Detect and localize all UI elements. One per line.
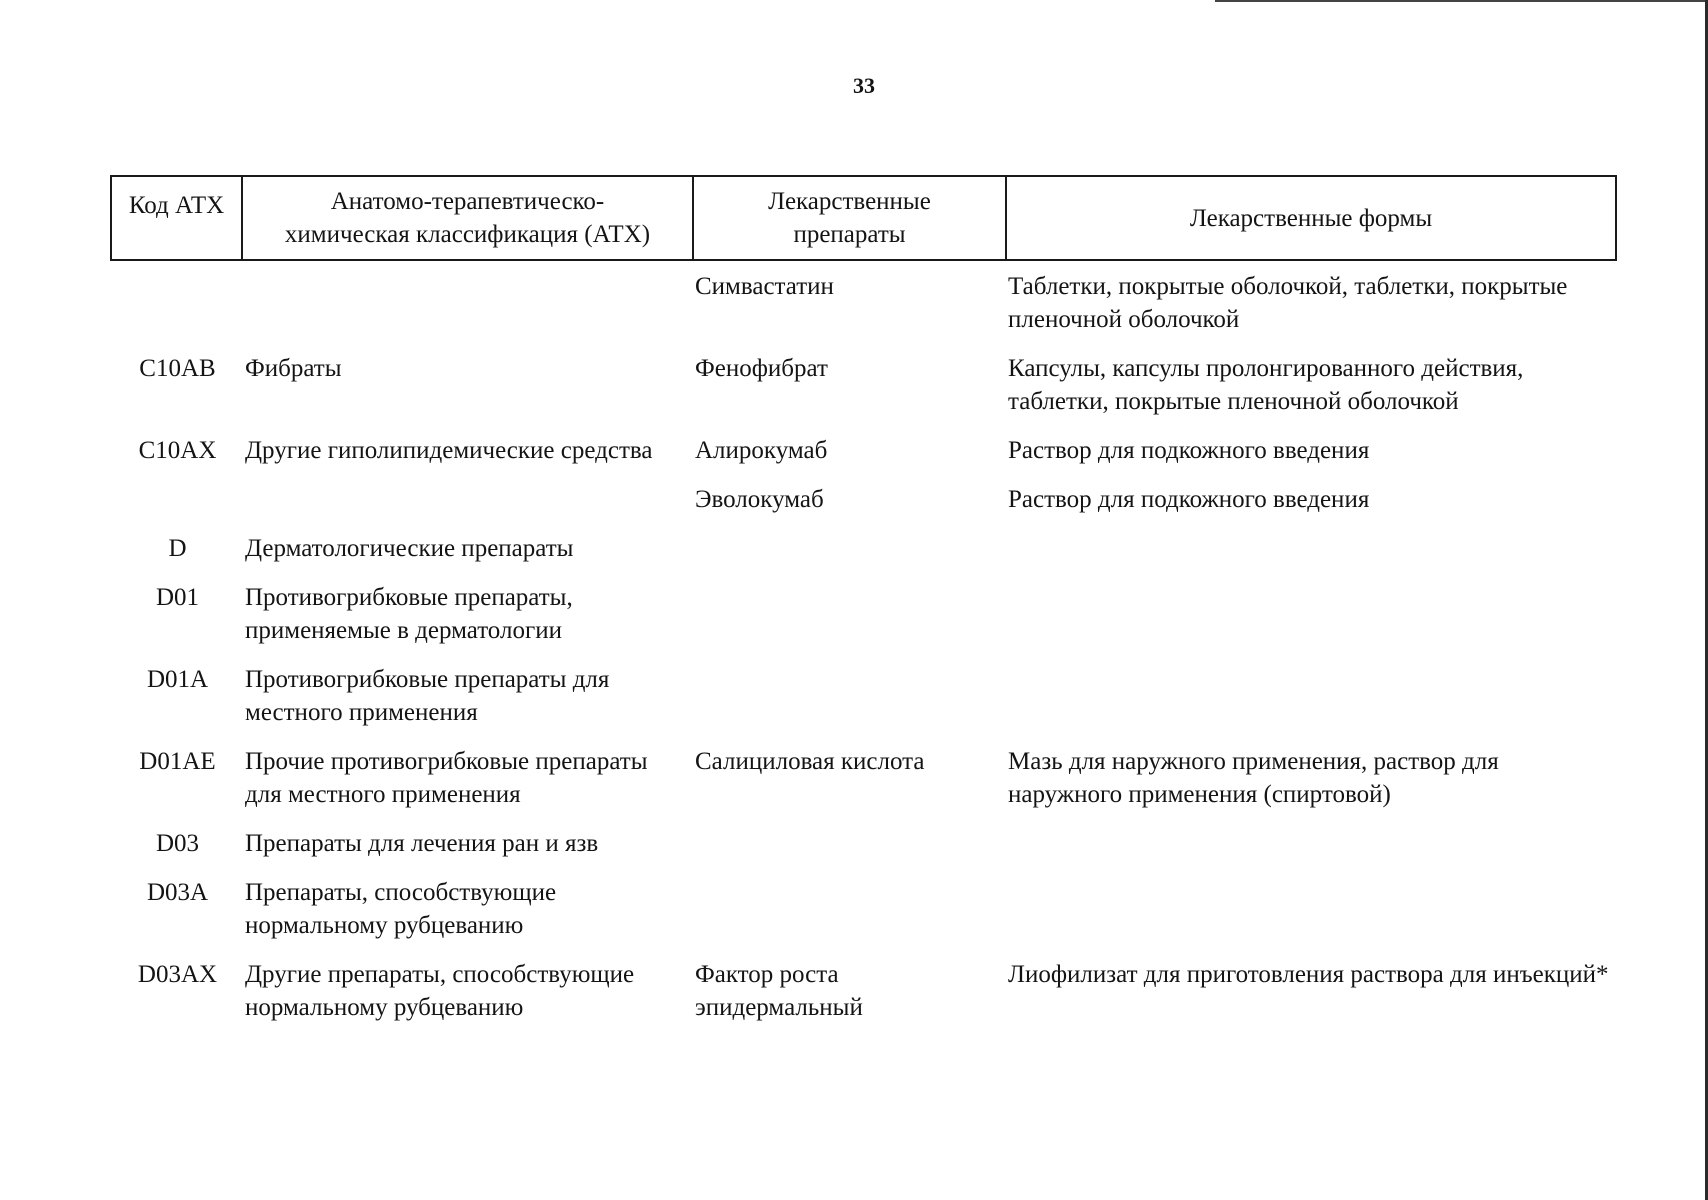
drug-cell <box>689 270 1002 336</box>
drug-cell <box>689 434 1002 516</box>
dosage-form: Таблетки, покрытые оболочкой, таблетки, покрытые пленочной оболочкой <box>1008 273 1568 333</box>
drug-cell <box>689 876 1002 942</box>
drug-cell <box>689 663 1002 729</box>
drug-cell <box>689 532 1002 565</box>
dosage-form: Мазь для наружного применения, раствор для наружного применения (спиртовой) <box>1008 748 1499 808</box>
drug-cell <box>689 352 1002 418</box>
atc-classification: Противогрибковые препараты, применяемые в дерматологии <box>245 584 573 644</box>
atc-code: D03 <box>155 830 200 857</box>
drug-name: Салициловая кислота <box>695 748 925 775</box>
table-row <box>110 352 1615 434</box>
atc-code: D01AE <box>139 748 216 775</box>
atc-code: D01 <box>155 584 200 611</box>
table-row <box>110 434 1615 532</box>
table-row <box>110 532 1615 581</box>
header-drugs: Лекарственные препараты <box>693 176 1006 260</box>
dosage-form: Раствор для подкожного введения <box>1008 486 1370 513</box>
atc-code: D03AX <box>137 961 218 988</box>
atc-classification: Противогрибковые препараты для местного применения <box>245 666 610 726</box>
atc-classification: Прочие противогрибковые препараты для местного применения <box>245 748 648 808</box>
form-cell <box>1002 532 1615 565</box>
drug-cell <box>689 581 1002 647</box>
header-code: Код АТХ <box>111 176 242 260</box>
drug-cell <box>689 745 1002 811</box>
drug-cell <box>689 827 1002 860</box>
table-row <box>110 745 1615 827</box>
form-cell <box>1002 352 1615 418</box>
drug-name: Фенофибрат <box>695 355 828 382</box>
form-cell <box>1002 876 1615 942</box>
table-row <box>110 958 1615 1040</box>
atc-code: D03A <box>146 879 209 906</box>
atc-classification: Другие препараты, способствующие нормальному рубцеванию <box>245 961 635 1021</box>
form-cell <box>1002 745 1615 811</box>
form-cell <box>1002 434 1615 516</box>
table-row <box>110 663 1615 745</box>
atc-classification: Другие гиполипидемические средства <box>245 437 653 464</box>
table-row <box>110 270 1615 352</box>
dosage-form: Капсулы, капсулы пролонгированного действия, таблетки, покрытые пленочной оболочкой <box>1008 355 1524 415</box>
drug-name: Алирокумаб <box>695 437 828 464</box>
form-cell <box>1002 663 1615 729</box>
atc-code: C10AX <box>138 437 217 464</box>
drug-cell <box>689 958 1002 1024</box>
table-body <box>110 270 1615 1040</box>
form-cell <box>1002 581 1615 647</box>
form-cell <box>1002 270 1615 336</box>
table-row <box>110 876 1615 958</box>
atc-code: C10AB <box>139 355 216 382</box>
table-row <box>110 827 1615 876</box>
header-classification: Анатомо-терапевтическо- химическая классификация (АТХ) <box>242 176 693 260</box>
atc-classification: Препараты, способствующие нормальному рубцеванию <box>245 879 557 939</box>
drug-name: Фактор роста эпидермальный <box>695 961 863 1021</box>
atc-classification <box>239 270 689 336</box>
atc-classification: Препараты для лечения ран и язв <box>245 830 599 857</box>
page-number: 33 <box>853 73 875 98</box>
atc-code: D01A <box>146 666 209 693</box>
scan-edge-top <box>1215 0 1708 2</box>
form-cell <box>1002 827 1615 860</box>
form-cell <box>1002 958 1615 1024</box>
table-row <box>110 581 1615 663</box>
header-forms: Лекарственные формы <box>1006 176 1616 260</box>
table-header <box>110 175 1617 261</box>
drug-name: Симвастатин <box>695 273 834 300</box>
drug-name: Эволокумаб <box>695 486 824 513</box>
atc-code: D <box>168 535 187 562</box>
dosage-form: Раствор для подкожного введения <box>1008 437 1370 464</box>
atc-code <box>110 270 239 336</box>
atc-classification: Дерматологические препараты <box>245 535 574 562</box>
dosage-form: Лиофилизат для приготовления раствора для инъекций* <box>1008 961 1609 988</box>
atc-classification: Фибраты <box>245 355 342 382</box>
